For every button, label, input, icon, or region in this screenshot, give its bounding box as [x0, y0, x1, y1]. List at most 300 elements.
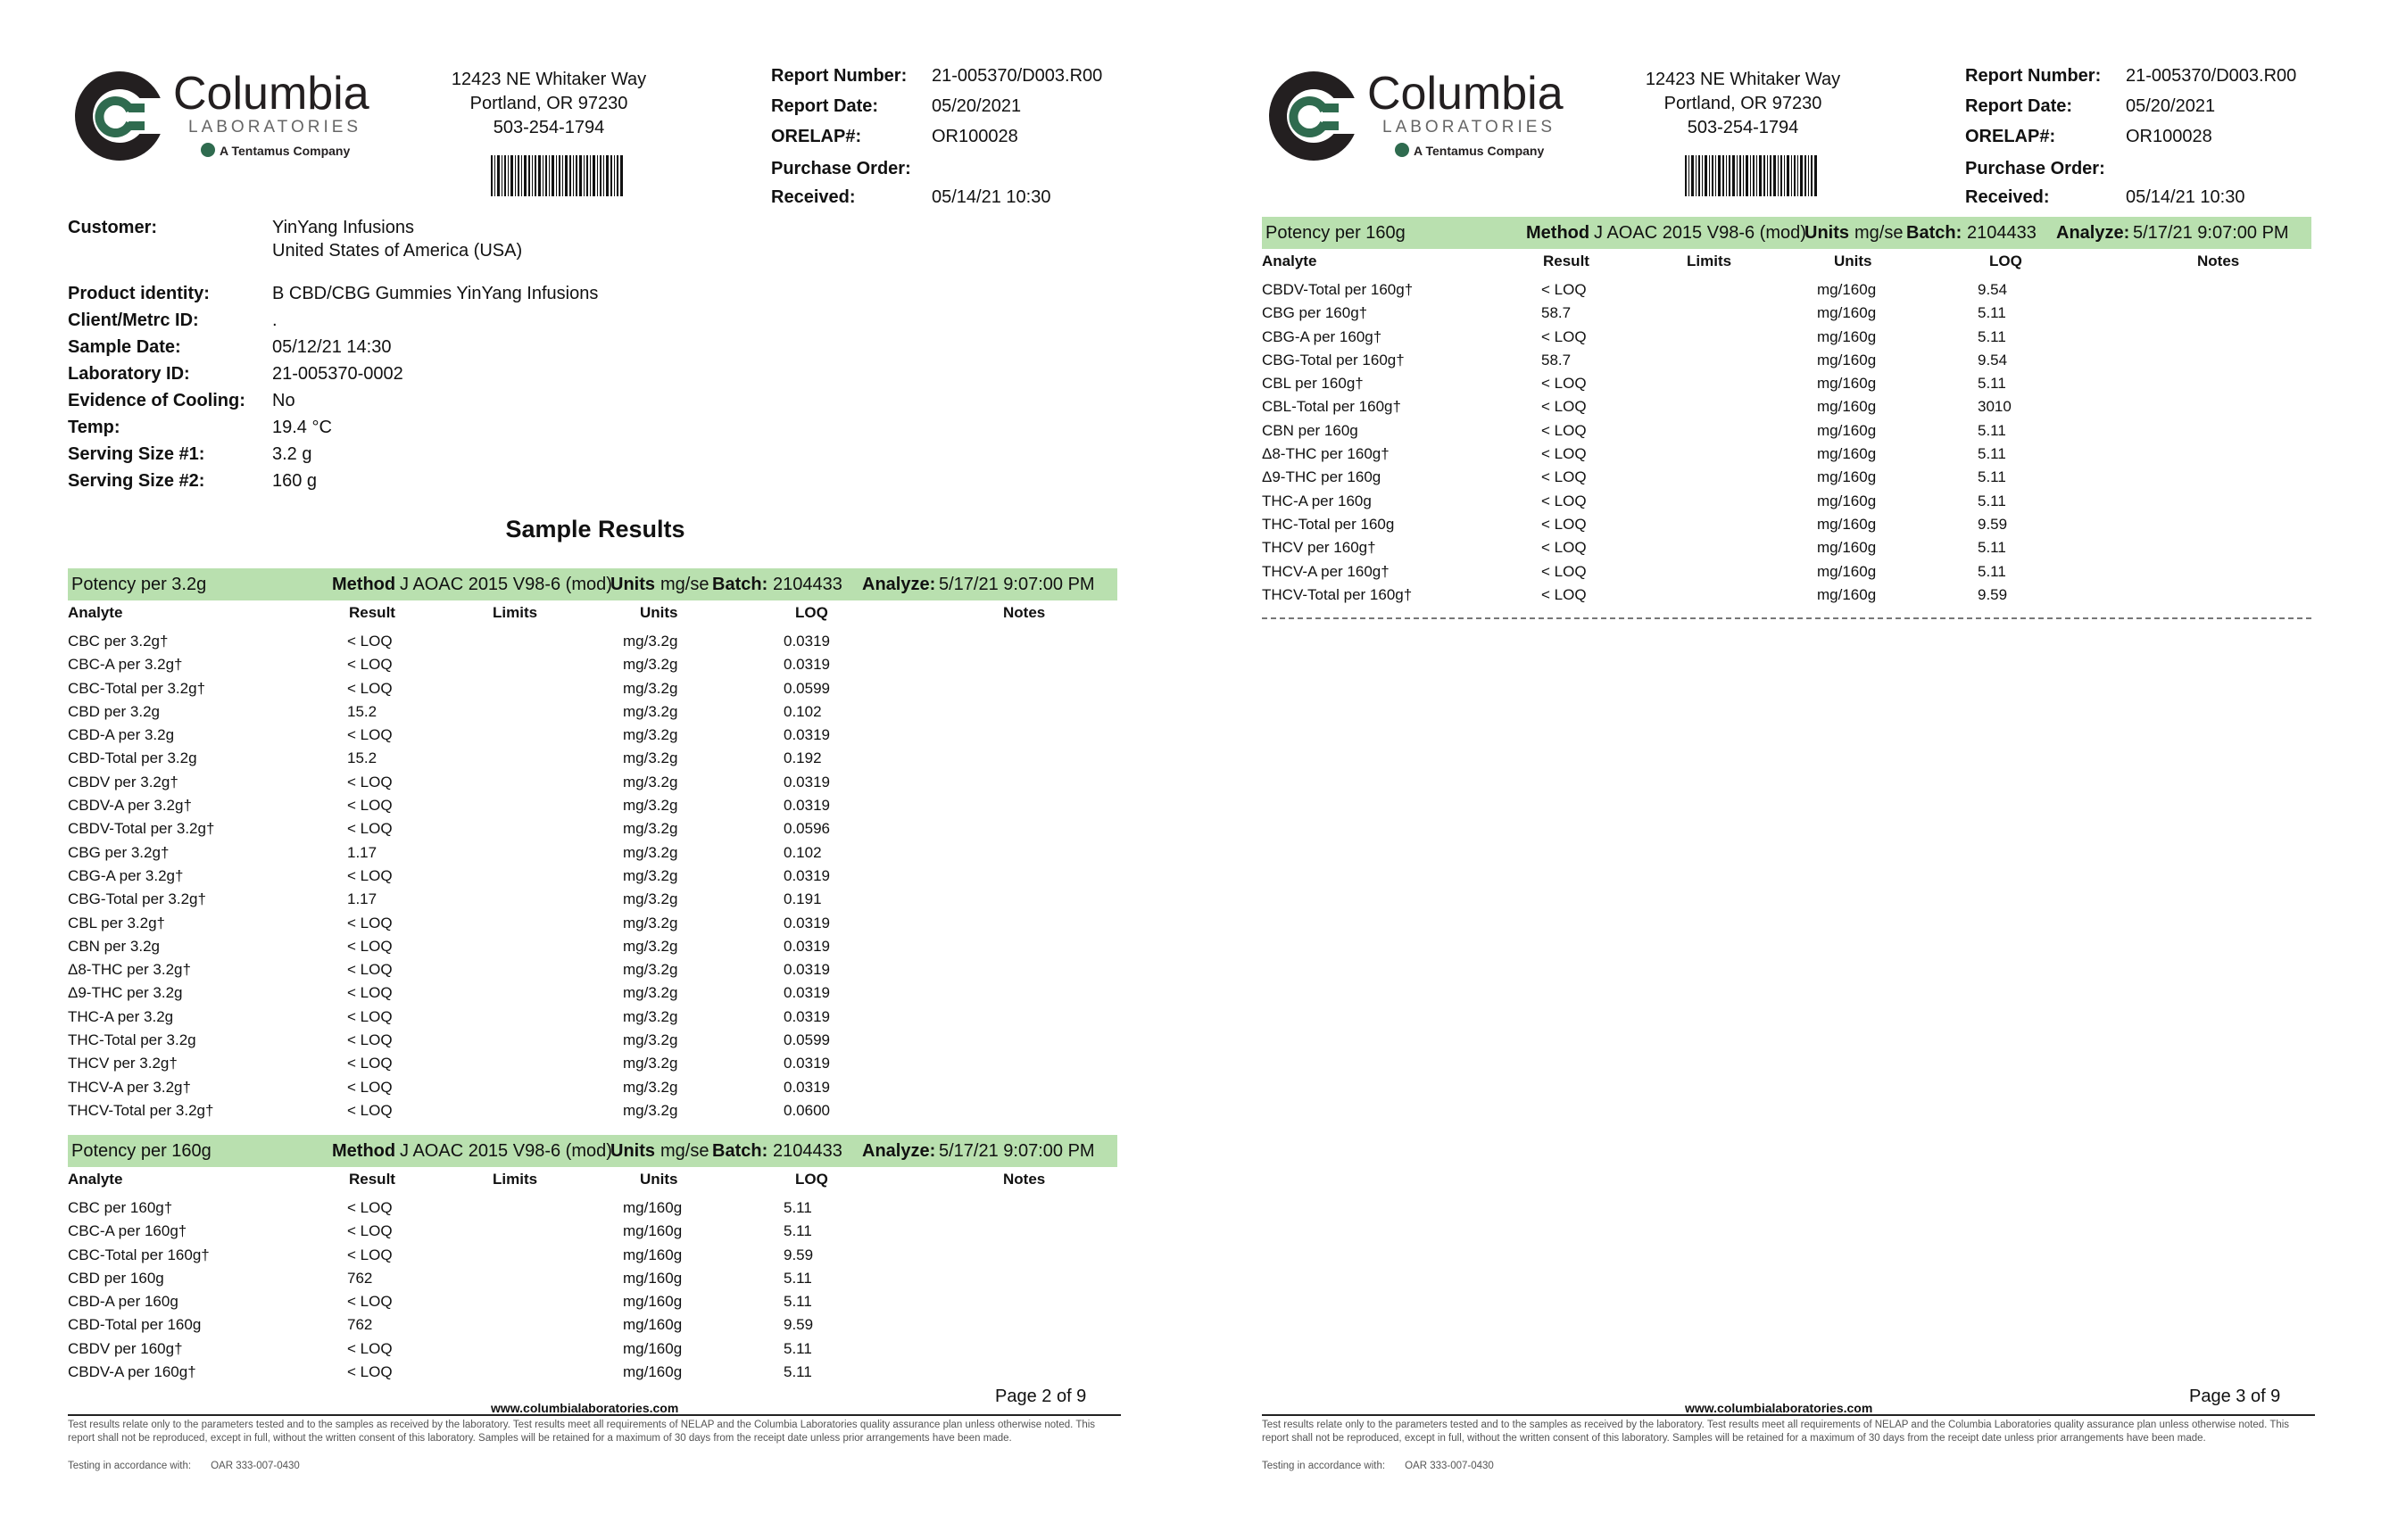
analyte-cell: CBC per 3.2g† — [68, 633, 169, 650]
client-id-label: Client/Metrc ID: — [68, 310, 199, 330]
col-header-result: Result — [1543, 253, 1589, 269]
logo-tag: A Tentamus Company — [1414, 144, 1545, 158]
loq-cell: 5.11 — [1978, 445, 2006, 463]
loq-cell: 5.11 — [1978, 539, 2006, 557]
loq-cell: 5.11 — [784, 1269, 812, 1287]
page-number: Page 2 of 9 — [995, 1387, 1087, 1406]
analyte-cell: CBC-A per 160g† — [68, 1222, 187, 1240]
received-row — [771, 187, 1146, 211]
table-row — [68, 797, 1117, 820]
testing-value: OAR 333-007-0430 — [211, 1461, 300, 1471]
analyte-cell: CBN per 3.2g — [68, 937, 160, 955]
col-header-loq: LOQ — [795, 1171, 828, 1188]
table-row — [68, 1222, 1117, 1246]
result-cell: < LOQ — [347, 1078, 393, 1096]
result-cell: < LOQ — [347, 937, 393, 955]
results-end-divider — [1262, 617, 2311, 619]
table-row — [68, 1293, 1117, 1316]
table-row — [68, 1102, 1117, 1125]
units-cell: mg/160g — [1817, 304, 1877, 322]
analyte-cell: CBG-Total per 3.2g† — [68, 890, 206, 908]
report-number-value: 21-005370/D003.R00 — [932, 66, 1103, 86]
units-cell: mg/160g — [1817, 281, 1877, 298]
units-cell: mg/3.2g — [623, 797, 678, 815]
sample-date-value: 05/12/21 14:30 — [272, 337, 392, 357]
units-cell: mg/160g — [623, 1269, 683, 1287]
loq-cell: 0.0599 — [784, 1031, 830, 1049]
table-row — [68, 1246, 1117, 1270]
lab-address — [451, 68, 647, 140]
footer-website: www.columbialaboratories.com — [491, 1401, 679, 1415]
analyte-cell: Δ8-THC per 160g† — [1262, 445, 1390, 463]
report-date-value: 05/20/2021 — [932, 96, 1022, 116]
loq-cell: 9.59 — [1978, 585, 2008, 603]
address-phone: 503-254-1794 — [1687, 118, 1799, 137]
table-row — [1262, 375, 2311, 398]
loq-cell: 9.54 — [1978, 281, 2008, 298]
analyte-cell: THCV-A per 3.2g† — [68, 1078, 191, 1096]
units-cell: mg/3.2g — [623, 633, 678, 650]
batch-label: Batch: — [712, 575, 768, 594]
report-number-label: Report Number: — [771, 66, 908, 86]
sample-results-title: Sample Results — [505, 516, 685, 542]
table-row — [68, 1270, 1117, 1293]
table-row — [68, 1079, 1117, 1102]
analyte-cell: CBG-A per 160g† — [1262, 327, 1382, 345]
report-number-row — [771, 66, 1146, 89]
units-cell: mg/160g — [623, 1222, 683, 1240]
result-cell: < LOQ — [1541, 539, 1587, 557]
units-cell: mg/3.2g — [623, 984, 678, 1002]
loq-cell: 0.0319 — [784, 726, 830, 744]
table-row — [1262, 468, 2311, 492]
table-row — [1262, 304, 2311, 327]
col-header-result: Result — [349, 604, 395, 621]
result-cell: < LOQ — [1541, 585, 1587, 603]
loq-cell: 0.0599 — [784, 679, 830, 697]
analyze-value: 5/17/21 9:07:00 PM — [2133, 223, 2289, 243]
result-cell: < LOQ — [347, 1007, 393, 1025]
col-header-notes: Notes — [1003, 1171, 1046, 1188]
result-cell: < LOQ — [347, 1339, 393, 1357]
analyte-cell: CBL per 160g† — [1262, 375, 1364, 393]
col-header-units: Units — [1834, 253, 1872, 269]
section-title: Potency per 160g — [1265, 223, 1406, 243]
loq-cell: 5.11 — [1978, 304, 2006, 322]
footer-divider — [68, 1414, 1121, 1416]
result-cell: < LOQ — [347, 1246, 393, 1263]
table-row — [68, 915, 1117, 938]
address-city: Portland, OR 97230 — [1663, 94, 1822, 113]
method-value: J AOAC 2015 V98-6 (mod) — [1594, 223, 1806, 243]
result-cell: < LOQ — [347, 1055, 393, 1072]
client-id-value: . — [272, 310, 278, 330]
cooling-row — [68, 391, 693, 414]
loq-cell: 5.11 — [1978, 327, 2006, 345]
result-cell: 58.7 — [1541, 304, 1572, 322]
units-cell: mg/160g — [1817, 585, 1877, 603]
report-date-row — [1965, 96, 2340, 120]
purchase-order-row — [771, 159, 1146, 182]
method-label: Method — [332, 575, 396, 594]
units-cell: mg/160g — [1817, 562, 1877, 580]
loq-cell: 0.0319 — [784, 656, 830, 674]
units-cell: mg/160g — [623, 1199, 683, 1216]
loq-cell: 5.11 — [784, 1363, 812, 1381]
table-row — [1262, 516, 2311, 539]
analyze-value: 5/17/21 9:07:00 PM — [939, 1141, 1095, 1161]
result-cell: < LOQ — [347, 1293, 393, 1311]
analyze-label: Analyze: — [2056, 223, 2130, 243]
orelap-label: ORELAP#: — [771, 127, 862, 146]
results-table — [1262, 281, 2311, 609]
units-cell: mg/160g — [1817, 351, 1877, 368]
loq-cell: 5.11 — [1978, 375, 2006, 393]
result-cell: < LOQ — [347, 633, 393, 650]
result-cell: < LOQ — [347, 1031, 393, 1049]
batch-label: Batch: — [1906, 223, 1962, 243]
units-cell: mg/3.2g — [623, 820, 678, 838]
footer-website: www.columbialaboratories.com — [1685, 1401, 1873, 1415]
result-cell: < LOQ — [347, 820, 393, 838]
report-date-label: Report Date: — [771, 96, 879, 116]
table-row — [68, 703, 1117, 726]
batch-value: 2104433 — [773, 1141, 842, 1161]
logo-tag: A Tentamus Company — [220, 144, 351, 158]
units-cell: mg/3.2g — [623, 843, 678, 861]
footer-disclaimer: Test results relate only to the parameters tested and to the samples as received by the laboratory. Test results meet all requirements of NELAP and the Columbia Laboratories quality assurance plan unless otherwise noted. This report shall not be reproduced, except in full, without the written consent of this laboratory. Samples will be retained for a maximum of 30 days from the receipt date unless prior arrangements have been made. — [1262, 1420, 2290, 1444]
table-row — [1262, 422, 2311, 445]
col-header-units: Units — [640, 604, 678, 621]
testing-label: Testing in accordance with: — [1262, 1461, 1386, 1471]
analyte-cell: THCV-A per 160g† — [1262, 562, 1390, 580]
loq-cell: 9.59 — [1978, 515, 2008, 533]
lab-address — [1645, 68, 1841, 140]
table-row — [68, 749, 1117, 773]
units-cell: mg/3.2g — [623, 937, 678, 955]
analyte-cell: CBG per 3.2g† — [68, 843, 170, 861]
analyte-cell: CBDV-A per 3.2g† — [68, 797, 192, 815]
loq-cell: 5.11 — [1978, 421, 2006, 439]
batch-value: 2104433 — [1967, 223, 2037, 243]
table-row — [68, 680, 1117, 703]
analyte-cell: CBC per 160g† — [68, 1199, 173, 1216]
analyte-cell: CBD per 160g — [68, 1269, 164, 1287]
orelap-label: ORELAP#: — [1965, 127, 2056, 146]
units-value: mg/se — [1854, 223, 1904, 243]
loq-cell: 0.191 — [784, 890, 822, 908]
loq-cell: 5.11 — [784, 1293, 812, 1311]
table-row — [68, 633, 1117, 656]
col-header-loq: LOQ — [795, 604, 828, 621]
table-row — [68, 844, 1117, 867]
analyte-cell: THC-Total per 160g — [1262, 515, 1395, 533]
batch-label: Batch: — [712, 1141, 768, 1161]
analyte-cell: CBD-A per 3.2g — [68, 726, 175, 744]
lab-id-label: Laboratory ID: — [68, 364, 190, 384]
address-street: 12423 NE Whitaker Way — [451, 70, 647, 89]
table-row — [1262, 281, 2311, 304]
analyte-cell: CBD-Total per 3.2g — [68, 749, 197, 767]
table-row — [68, 961, 1117, 984]
result-cell: 15.2 — [347, 702, 377, 720]
loq-cell: 0.0319 — [784, 773, 830, 791]
batch-value: 2104433 — [773, 575, 842, 594]
analyte-cell: CBG per 160g† — [1262, 304, 1368, 322]
units-value: mg/se — [660, 1141, 709, 1161]
analyte-cell: CBD-A per 160g — [68, 1293, 178, 1311]
result-cell: 1.17 — [347, 843, 377, 861]
units-cell: mg/3.2g — [623, 1078, 678, 1096]
col-header-loq: LOQ — [1989, 253, 2022, 269]
result-cell: < LOQ — [347, 1199, 393, 1216]
loq-cell: 0.192 — [784, 749, 822, 767]
temp-row — [68, 418, 693, 441]
analyte-cell: THCV-Total per 3.2g† — [68, 1101, 214, 1119]
results-table — [68, 633, 1117, 1125]
lab-id-row — [68, 364, 693, 387]
table-row — [1262, 398, 2311, 421]
received-row — [1965, 187, 2340, 211]
product-identity-value: B CBD/CBG Gummies YinYang Infusions — [272, 284, 599, 303]
result-cell: < LOQ — [347, 984, 393, 1002]
result-cell: 762 — [347, 1269, 373, 1287]
loq-cell: 0.0319 — [784, 797, 830, 815]
result-cell: < LOQ — [1541, 281, 1587, 298]
col-header-limits: Limits — [493, 1171, 538, 1188]
units-cell: mg/3.2g — [623, 914, 678, 931]
purchase-order-label: Purchase Order: — [1965, 159, 2105, 178]
received-label: Received: — [1965, 187, 2050, 207]
result-cell: < LOQ — [1541, 375, 1587, 393]
purchase-order-label: Purchase Order: — [771, 159, 911, 178]
units-cell: mg/3.2g — [623, 1007, 678, 1025]
serving-size-2-label: Serving Size #2: — [68, 471, 205, 491]
result-cell: < LOQ — [1541, 445, 1587, 463]
loq-cell: 0.0319 — [784, 866, 830, 884]
table-row — [1262, 586, 2311, 609]
table-row — [68, 726, 1117, 749]
serving-size-1-label: Serving Size #1: — [68, 444, 205, 464]
address-city: Portland, OR 97230 — [469, 94, 628, 113]
units-cell: mg/3.2g — [623, 679, 678, 697]
analyte-cell: CBC-Total per 160g† — [68, 1246, 210, 1263]
result-cell: < LOQ — [347, 726, 393, 744]
method-label: Method — [1526, 223, 1590, 243]
received-value: 05/14/21 10:30 — [2126, 187, 2245, 207]
table-row — [68, 1055, 1117, 1078]
columbia-logo — [1262, 64, 1583, 171]
serving-size-1-row — [68, 444, 693, 468]
result-cell: < LOQ — [347, 1363, 393, 1381]
client-id-row — [68, 310, 693, 334]
table-row — [68, 984, 1117, 1007]
units-cell: mg/160g — [1817, 327, 1877, 345]
units-cell: mg/3.2g — [623, 866, 678, 884]
page-number: Page 3 of 9 — [2189, 1387, 2281, 1406]
col-header-analyte: Analyte — [1262, 253, 1317, 269]
loq-cell: 0.0319 — [784, 1078, 830, 1096]
logo-name: Columbia — [1367, 68, 1564, 120]
table-row — [68, 820, 1117, 843]
analyte-cell: Δ9-THC per 160g — [1262, 468, 1381, 486]
loq-cell: 5.11 — [1978, 492, 2006, 509]
units-cell: mg/3.2g — [623, 773, 678, 791]
column-headers — [1262, 253, 2311, 274]
serving-size-2-value: 160 g — [272, 471, 318, 491]
report-number-row — [1965, 66, 2340, 89]
analyte-cell: CBL per 3.2g† — [68, 914, 165, 931]
address-phone: 503-254-1794 — [493, 118, 605, 137]
table-row — [1262, 563, 2311, 586]
report-date-label: Report Date: — [1965, 96, 2073, 116]
report-page-3 — [1194, 0, 2381, 1540]
table-row — [68, 1316, 1117, 1339]
loq-cell: 0.102 — [784, 843, 822, 861]
serving-size-2-row — [68, 471, 693, 494]
section-header — [68, 1135, 1117, 1167]
columbia-logo — [68, 64, 389, 171]
testing-value: OAR 333-007-0430 — [1405, 1461, 1494, 1471]
units-cell: mg/160g — [1817, 515, 1877, 533]
orelap-value: OR100028 — [2126, 127, 2212, 146]
units-cell: mg/160g — [1817, 398, 1877, 416]
cooling-label: Evidence of Cooling: — [68, 391, 245, 410]
loq-cell: 5.11 — [784, 1339, 812, 1357]
customer-country: United States of America (USA) — [272, 241, 523, 261]
col-header-analyte: Analyte — [68, 1171, 123, 1188]
units-cell: mg/3.2g — [623, 1031, 678, 1049]
result-cell: < LOQ — [347, 961, 393, 979]
logo-sub: LABORATORIES — [188, 118, 362, 137]
analyte-cell: THC-A per 160g — [1262, 492, 1372, 509]
col-header-limits: Limits — [1687, 253, 1732, 269]
result-cell: 58.7 — [1541, 351, 1572, 368]
footer-testing — [68, 1461, 300, 1471]
loq-cell: 0.0319 — [784, 633, 830, 650]
product-identity-row — [68, 284, 693, 307]
report-number-value: 21-005370/D003.R00 — [2126, 66, 2297, 86]
received-label: Received: — [771, 187, 856, 207]
table-row — [68, 1340, 1117, 1363]
col-header-notes: Notes — [1003, 604, 1046, 621]
analyte-cell: THC-A per 3.2g — [68, 1007, 174, 1025]
units-cell: mg/160g — [1817, 375, 1877, 393]
col-header-units: Units — [640, 1171, 678, 1188]
units-cell: mg/3.2g — [623, 1055, 678, 1072]
col-header-analyte: Analyte — [68, 604, 123, 621]
analyte-cell: CBC-Total per 3.2g† — [68, 679, 206, 697]
table-row — [68, 1363, 1117, 1387]
units-cell: mg/3.2g — [623, 890, 678, 908]
serving-size-1-value: 3.2 g — [272, 444, 312, 464]
units-cell: mg/160g — [1817, 421, 1877, 439]
footer-testing — [1262, 1461, 1494, 1471]
customer-name: YinYang Infusions — [272, 218, 414, 237]
cooling-value: No — [272, 391, 295, 410]
table-row — [68, 938, 1117, 961]
result-cell: 15.2 — [347, 749, 377, 767]
loq-cell: 5.11 — [1978, 562, 2006, 580]
analyte-cell: CBG-Total per 160g† — [1262, 351, 1405, 368]
units-cell: mg/160g — [623, 1316, 683, 1334]
units-value: mg/se — [660, 575, 709, 594]
units-label: Units — [1804, 223, 1849, 243]
table-row — [68, 867, 1117, 890]
analyze-value: 5/17/21 9:07:00 PM — [939, 575, 1095, 594]
loq-cell: 5.11 — [784, 1199, 812, 1216]
received-value: 05/14/21 10:30 — [932, 187, 1051, 207]
section-header — [68, 568, 1117, 600]
units-cell: mg/3.2g — [623, 726, 678, 744]
table-row — [68, 656, 1117, 679]
result-cell: < LOQ — [1541, 492, 1587, 509]
loq-cell: 0.0596 — [784, 820, 830, 838]
temp-value: 19.4 °C — [272, 418, 332, 437]
loq-cell: 9.59 — [784, 1316, 814, 1334]
result-cell: < LOQ — [1541, 515, 1587, 533]
units-cell: mg/3.2g — [623, 749, 678, 767]
product-identity-label: Product identity: — [68, 284, 210, 303]
analyze-label: Analyze: — [862, 1141, 936, 1161]
result-cell: < LOQ — [347, 656, 393, 674]
report-date-row — [771, 96, 1146, 120]
result-cell: < LOQ — [1541, 421, 1587, 439]
table-row — [68, 890, 1117, 914]
units-cell: mg/160g — [1817, 468, 1877, 486]
sample-date-label: Sample Date: — [68, 337, 181, 357]
analyte-cell: THCV per 160g† — [1262, 539, 1376, 557]
analyte-cell: CBDV per 3.2g† — [68, 773, 178, 791]
lab-id-value: 21-005370-0002 — [272, 364, 403, 384]
testing-label: Testing in accordance with: — [68, 1461, 192, 1471]
column-headers — [68, 604, 1117, 625]
result-cell: < LOQ — [1541, 562, 1587, 580]
analyte-cell: THC-Total per 3.2g — [68, 1031, 196, 1049]
column-headers — [68, 1171, 1117, 1192]
logo-sub: LABORATORIES — [1382, 118, 1556, 137]
loq-cell: 3010 — [1978, 398, 2012, 416]
loq-cell: 5.11 — [1978, 468, 2006, 486]
temp-label: Temp: — [68, 418, 120, 437]
footer-divider — [1262, 1414, 2315, 1416]
analyze-label: Analyze: — [862, 575, 936, 594]
units-cell: mg/3.2g — [623, 656, 678, 674]
result-cell: < LOQ — [1541, 468, 1587, 486]
col-header-result: Result — [349, 1171, 395, 1188]
units-cell: mg/3.2g — [623, 702, 678, 720]
units-cell: mg/160g — [1817, 445, 1877, 463]
table-row — [1262, 352, 2311, 375]
report-number-label: Report Number: — [1965, 66, 2102, 86]
analyte-cell: Δ9-THC per 3.2g — [68, 984, 183, 1002]
result-cell: < LOQ — [347, 679, 393, 697]
barcode — [1685, 155, 1819, 196]
method-value: J AOAC 2015 V98-6 (mod) — [400, 1141, 612, 1161]
analyte-cell: CBDV-Total per 160g† — [1262, 281, 1414, 298]
loq-cell: 9.54 — [1978, 351, 2008, 368]
col-header-notes: Notes — [2197, 253, 2240, 269]
loq-cell: 5.11 — [784, 1222, 812, 1240]
units-cell: mg/160g — [623, 1363, 683, 1381]
section-title: Potency per 160g — [71, 1141, 212, 1161]
loq-cell: 0.0319 — [784, 937, 830, 955]
loq-cell: 0.0600 — [784, 1101, 830, 1119]
barcode — [491, 155, 625, 196]
result-cell: < LOQ — [1541, 398, 1587, 416]
section-header — [1262, 217, 2311, 249]
section-title: Potency per 3.2g — [71, 575, 207, 594]
